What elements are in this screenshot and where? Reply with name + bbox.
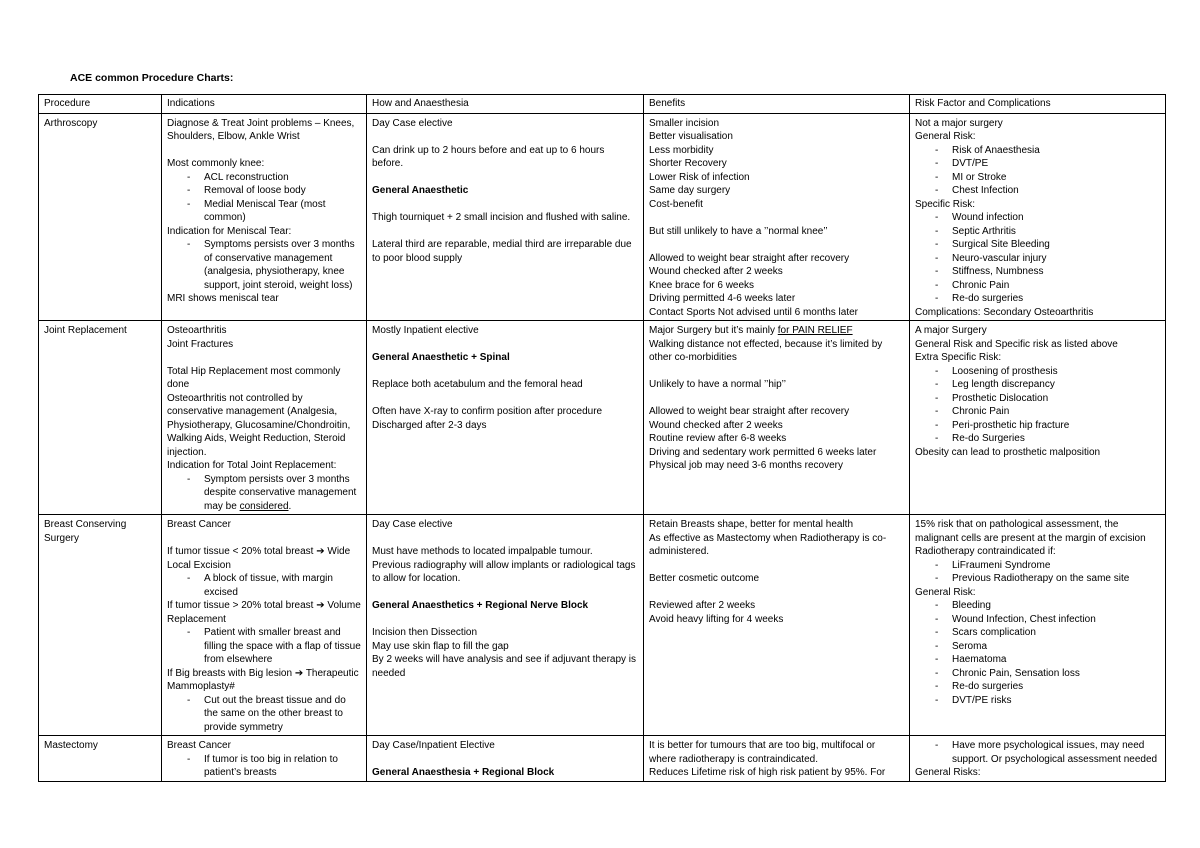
benefits-cell [644,113,910,321]
cell-text [167,667,361,694]
cell-text [167,292,361,306]
line-text: Previous radiography will allow implants or radiological tags to allow for location. [372,559,636,584]
cell-text [649,144,904,158]
line-text: May use skin flap to fill the gap [372,640,509,652]
line-text: Shorter Recovery [649,158,727,169]
line-text: A major Surgery [915,325,987,336]
line-text: Chronic Pain, Sensation loss [952,667,1080,679]
bullet-item [915,279,1160,293]
cell-text [167,351,361,365]
cell-text [372,351,638,365]
cell-text [649,532,904,559]
cell-text [372,518,638,532]
line-text: General Anaesthetic + Spinal [372,352,510,363]
line-text: Must have methods to located impalpable tumour. [372,546,593,557]
cell-text [915,198,1160,212]
bullet-item [167,198,361,225]
cell-text [372,532,638,546]
line-text: Haematoma [952,654,1007,665]
line-text: But still unlikely to have a ’’normal knee’’ [649,225,828,237]
risks-cell [910,736,1166,782]
cell-text [372,171,638,185]
line-text: Mostly Inpatient elective [372,325,479,336]
line-text: Major Surgery but it’s mainly [649,325,778,336]
line-text: Leg length discrepancy [952,379,1055,390]
line-text: Smaller incision [649,117,720,129]
bullet-item [915,365,1160,379]
line-text: If tumor tissue > 20% total breast ➔ Volume Replacement [167,600,361,625]
cell-text [649,518,904,532]
line-text: General Anaesthetic [372,185,469,196]
line-text: Cost-benefit [649,198,703,210]
cell-text [649,365,904,379]
bullet-item [915,252,1160,266]
line-text: MI or Stroke [952,171,1007,183]
cell-text [372,753,638,767]
line-text: Driving and sedentary work permitted 6 weeks later [649,446,877,458]
line-text: Joint Fractures [167,338,234,350]
line-text: Lower Risk of infection [649,171,750,183]
bullet-item [915,171,1160,185]
benefits-cell [644,515,910,736]
cell-text [649,446,904,460]
bullet-item [915,559,1160,573]
cell-text [167,117,361,131]
cell-text [649,157,904,171]
cell-text: Mastectomy [44,740,98,751]
cell-text [372,586,638,600]
bullet-item [915,694,1160,708]
line-text: Driving permitted 4-6 weeks later [649,293,796,304]
line-text: Often have X-ray to confirm position after procedure [372,406,603,417]
cell-text [372,238,638,265]
cell-text [372,144,638,171]
line-text: As effective as Mastectomy when Radiotherapy is co-administered. [649,532,887,557]
line-text: By 2 weeks will have analysis and see if adjuvant therapy is needed [372,654,637,679]
cell-text [649,279,904,293]
table-row [39,113,1166,321]
cell-text [649,739,904,766]
line-text: Unlikely to have a normal ’’hip’’ [649,379,786,390]
indications-cell [162,113,367,321]
cell-text [167,518,361,532]
bullet-item [915,626,1160,640]
cell-text [649,292,904,306]
cell-text [915,351,1160,365]
bullet-item [915,613,1160,627]
cell-text [915,306,1160,320]
cell-text [372,626,638,640]
line-text: Loosening of prosthesis [952,365,1058,377]
line-text: Less morbidity [649,144,714,156]
cell-text [649,392,904,406]
indications-cell [162,736,367,782]
bullet-item [915,292,1160,306]
table-row [39,736,1166,782]
line-text: General Risk: [915,586,976,598]
risks-cell [910,515,1166,736]
line-text: LiFraumeni Syndrome [952,559,1051,571]
cell-text [372,211,638,225]
line-text: Contact Sports Not advised until 6 months later [649,306,858,318]
bullet-item [915,432,1160,446]
line-text: Scars complication [952,627,1036,638]
cell-text [167,338,361,352]
line-text: Same day surgery [649,185,731,196]
line-tail: . [288,500,292,512]
cell-text [649,599,904,613]
line-text: Discharged after 2-3 days [372,419,487,431]
line-text: Reduces Lifetime risk of high risk patient by 95%. For [649,767,886,778]
bullet-item [915,599,1160,613]
line-text: Radiotherapy contraindicated if: [915,546,1056,557]
line-text: Wound infection [952,212,1024,223]
cell-text [915,338,1160,352]
bullet-item [167,184,361,198]
cell-text [372,378,638,392]
cell-text [372,766,638,780]
cell-text [649,766,904,780]
line-text: Cut out the breast tissue and do the same on the other breast to provide symmetry [204,694,346,733]
how-and-anaesthesia-cell [367,321,644,515]
line-text: Diagnose & Treat Joint problems – Knees, [167,117,355,129]
line-text: Replace both acetabulum and the femoral head [372,379,583,390]
procedure-cell [39,515,162,736]
line-text: Lateral third are reparable, medial third are irreparable due to poor blood supply [372,239,632,264]
bullet-item [915,144,1160,158]
cell-text [649,306,904,320]
line-text: ACL reconstruction [204,171,289,183]
cell-text [167,157,361,171]
line-text: Not a major surgery [915,117,1003,129]
line-text: It is better for tumours that are too big, multifocal or where radiotherapy is contraindicated. [649,740,876,765]
line-text: Osteoarthritis [167,325,227,336]
bullet-item [915,157,1160,171]
cell-text [167,324,361,338]
bullet-item [915,405,1160,419]
how-and-anaesthesia-cell [367,515,644,736]
line-text: Re-do surgeries [952,293,1024,304]
cell-text [372,324,638,338]
cell-text [649,117,904,131]
cell-text [649,432,904,446]
cell-text [167,532,361,546]
line-text: Shoulders, Elbow, Ankle Wrist [167,131,300,142]
cell-text [372,599,638,613]
cell-text [649,171,904,185]
bullet-item [167,171,361,185]
line-text: A block of tissue, with margin excised [204,573,333,598]
bullet-item [167,753,361,780]
cell-text [167,545,361,572]
line-text: Stiffness, Numbness [952,266,1044,277]
procedure-table [38,94,1166,782]
cell-text [649,238,904,252]
cell-text [167,144,361,158]
cell-text [649,225,904,239]
line-text: Retain Breasts shape, better for mental health [649,519,854,530]
line-text: Walking distance not effected, because it’s limited by other co-morbidities [649,338,883,363]
procedure-cell [39,321,162,515]
cell-text [915,446,1160,460]
cell-text [167,130,361,144]
line-text: Have more psychological issues, may need support. Or psychological assessment needed [952,740,1158,765]
line-text: Day Case elective [372,519,453,530]
bullet-item [915,640,1160,654]
line-text: Previous Radiotherapy on the same site [952,573,1130,584]
table-body [39,113,1166,781]
cell-text [167,392,361,460]
cell-text [372,640,638,654]
line-text: Septic Arthritis [952,225,1016,237]
cell-text [915,545,1160,559]
cell-text [372,130,638,144]
line-text: Chronic Pain [952,406,1010,417]
cell-text [372,739,638,753]
line-text: Neuro-vascular injury [952,252,1047,264]
cell-text [649,559,904,573]
line-text: Bleeding [952,600,991,611]
bullet-item [915,265,1160,279]
line-text: General Anaesthesia + Regional Block [372,767,555,778]
line-text: Obesity can lead to prosthetic malposition [915,446,1101,458]
bullet-item [915,184,1160,198]
line-text: Medial Meniscal Tear (most common) [204,198,326,223]
line-text: Physical job may need 3-6 months recovery [649,460,843,471]
line-text: Day Case elective [372,117,453,129]
bullet-item [915,211,1160,225]
line-text: Symptoms persists over 3 months of conservative management (analgesia, physiotherapy, knee support, joint steroid, weight loss) [204,239,355,291]
risks-cell [910,321,1166,515]
line-text: If tumor tissue < 20% total breast ➔ Wide Local Excision [167,546,351,571]
cell-text [649,419,904,433]
cell-text [649,572,904,586]
cell-text [649,252,904,266]
line-text: Chronic Pain [952,279,1010,291]
bullet-item [915,225,1160,239]
cell-text [915,766,1160,780]
line-text: Indication for Total Joint Replacement: [167,460,337,471]
line-text: General Risk: [915,131,976,142]
line-text: Can drink up to 2 hours before and eat up to 6 hours before. [372,144,605,169]
bullet-item [167,626,361,667]
bullet-item [915,653,1160,667]
bullet-item [915,739,1160,766]
procedure-cell [39,736,162,782]
line-text: Specific Risk: [915,198,976,210]
header-benefits: Benefits [644,95,910,114]
line-text: Removal of loose body [204,185,306,196]
cell-text [372,184,638,198]
cell-text [167,599,361,626]
line-text: Wound Infection, Chest infection [952,613,1096,625]
table-row [39,515,1166,736]
bullet-item [915,392,1160,406]
table-row [39,321,1166,515]
line-text: Most commonly knee: [167,158,265,169]
bullet-item [167,473,361,514]
line-text: Wound checked after 2 weeks [649,419,783,431]
header-indications: Indications [162,95,367,114]
bullet-item [167,572,361,599]
cell-text: Breast Conserving [44,519,127,530]
line-text: DVT/PE [952,158,989,169]
line-text: Reviewed after 2 weeks [649,600,756,611]
line-text: Patient with smaller breast and filling the space with a flap of tissue from elsewhere [204,627,361,665]
cell-text [649,459,904,473]
header-how-and-anaesthesia: How and Anaesthesia [367,95,644,114]
bullet-item [915,667,1160,681]
header-risk-factor-and-complications: Risk Factor and Complications [910,95,1166,114]
cell-text [649,130,904,144]
line-text: Allowed to weight bear straight after recovery [649,406,850,417]
cell-text [649,324,904,338]
bullet-item [167,694,361,735]
line-text: Peri-prosthetic hip fracture [952,419,1070,431]
line-text: Breast Cancer [167,740,231,751]
cell-text [915,324,1160,338]
underlined-text: for PAIN RELIEF [777,325,853,336]
cell-text: Surgery [44,532,80,544]
cell-text [372,653,638,680]
cell-text [167,225,361,239]
line-text: DVT/PE risks [952,694,1012,706]
cell-text [167,365,361,392]
line-text: Wound checked after 2 weeks [649,266,783,277]
cell-text [167,459,361,473]
line-text: 15% risk that on pathological assessment, the malignant cells are present at the margin of excision [915,519,1146,544]
bullet-item [915,419,1160,433]
risks-cell [910,113,1166,321]
line-text: Chest Infection [952,185,1019,196]
line-text: Incision then Dissection [372,627,478,638]
benefits-cell [644,736,910,782]
cell-text [372,613,638,627]
line-text: Risk of Anaesthesia [952,144,1040,156]
cell-text [649,198,904,212]
cell-text [915,518,1160,545]
cell-text [372,198,638,212]
line-text: General Anaesthetics + Regional Nerve Block [372,600,589,611]
line-text: Extra Specific Risk: [915,352,1002,363]
line-text: General Risks: [915,767,981,778]
cell-text [915,117,1160,131]
cell-text [649,338,904,365]
bullet-item [915,238,1160,252]
cell-text [649,265,904,279]
benefits-cell [644,321,910,515]
line-text: General Risk and Specific risk as listed above [915,338,1118,350]
line-text: Seroma [952,640,988,652]
line-text: Re-do surgeries [952,681,1024,692]
line-text: Total Hip Replacement most commonly done [167,365,341,390]
line-text: Better visualisation [649,131,733,142]
cell-text [649,184,904,198]
cell-text [167,739,361,753]
line-text: Symptom persists over 3 months despite conservative management may be [204,473,357,512]
procedure-cell [39,113,162,321]
line-text: Thigh tourniquet + 2 small incision and flushed with saline. [372,212,631,223]
line-text: Osteoarthritis not controlled by conservative management (Analgesia, Physiotherapy, Glucosamine/Chondroitin, Walking Aids, Weight Reduction, Steroid injection. [167,392,351,458]
cell-text [649,405,904,419]
line-text: Indication for Meniscal Tear: [167,225,292,237]
cell-text [649,613,904,627]
table-header-row [39,95,1166,114]
cell-text [649,211,904,225]
bullet-item [915,572,1160,586]
cell-text [915,130,1160,144]
line-text: Breast Cancer [167,519,231,530]
line-text: Better cosmetic outcome [649,573,760,584]
cell-text [372,225,638,239]
cell-text [372,117,638,131]
line-text: Complications: Secondary Osteoarthritis [915,306,1094,318]
line-text: Surgical Site Bleeding [952,239,1050,250]
bullet-item [167,238,361,292]
how-and-anaesthesia-cell [367,113,644,321]
document-title: ACE common Procedure Charts: [70,72,234,84]
cell-text [649,586,904,600]
cell-text [372,559,638,586]
header-procedure: Procedure [39,95,162,114]
underlined-text: considered [239,500,289,512]
line-text: Routine review after 6-8 weeks [649,433,787,444]
cell-text [372,338,638,352]
indications-cell [162,515,367,736]
cell-text: Arthroscopy [44,117,98,129]
cell-text [372,419,638,433]
line-text: MRI shows meniscal tear [167,293,279,304]
cell-text: Joint Replacement [44,325,127,336]
cell-text [915,586,1160,600]
how-and-anaesthesia-cell [367,736,644,782]
bullet-item [915,680,1160,694]
cell-text [372,545,638,559]
line-text: Avoid heavy lifting for 4 weeks [649,613,784,625]
line-text: Re-do Surgeries [952,433,1025,444]
cell-text [372,405,638,419]
line-text: Knee brace for 6 weeks [649,279,755,291]
line-text: Allowed to weight bear straight after recovery [649,252,850,264]
line-text: If tumor is too big in relation to patient’s breasts [204,753,338,778]
bullet-item [915,378,1160,392]
line-text: Day Case/Inpatient Elective [372,740,495,751]
cell-text [649,378,904,392]
line-text: Prosthetic Dislocation [952,392,1049,404]
indications-cell [162,321,367,515]
cell-text [372,392,638,406]
line-text: If Big breasts with Big lesion ➔ Therapeutic Mammoplasty# [167,667,359,692]
cell-text [372,365,638,379]
